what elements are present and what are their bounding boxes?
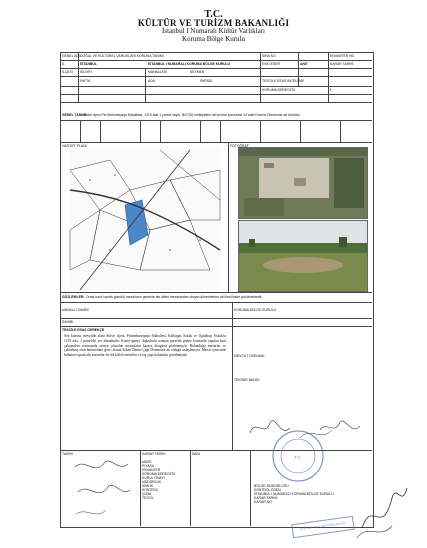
mevcut-label: MEVCUT DURUMU: <box>234 354 266 358</box>
right-row-3: KARAR TARİHİ <box>254 496 278 500</box>
value-koruma-derecesi: I <box>330 88 331 92</box>
label-pafta: PAFTA <box>80 79 91 83</box>
label-sira-no: SIRA NO <box>262 54 276 58</box>
stamp-text: KÜLTÜR VE TURİZM BAKANLIĞI <box>300 520 346 532</box>
row-label-9: TESCİL <box>142 496 154 500</box>
value-board: İSTANBUL I NUMARALI KORUMA BÖLGE KURULU <box>148 62 231 66</box>
photo-label: FOTOĞRAF <box>230 144 249 148</box>
row-label-3: KORUMA DERECESİ <box>142 472 175 476</box>
general-desc-label: GENEL TANIMI: <box>62 113 88 117</box>
form-top-grid <box>60 52 372 110</box>
svg-text:T.C.: T.C. <box>293 455 303 460</box>
value-anit: ANIT <box>300 62 308 66</box>
right-row-1: KONTROL EDEN <box>254 488 281 492</box>
row-label-4: KURUL ONAYI <box>142 476 165 480</box>
vaziyet-label: VAZİYET PLANI <box>62 144 87 148</box>
row-label-2: ENVANTER <box>142 468 161 472</box>
label-ada: ADA <box>148 79 155 83</box>
site-photo <box>238 220 368 292</box>
header-office: İstanbul I Numaralı Kültür Varlıkları <box>162 27 265 35</box>
gozlem-text: Ortak bazlı toprak gömülü mezarların genelde tek kitleli mezarlardan oluşan dönemlerine ait tümülüsler görülmektedir. <box>86 295 263 299</box>
body-text: Söz konusu mevziide alanı Silivri ilçesi, Pirimehmetpaşa Mahallesi, Kalhapaş Sokak ve Ogüzbaşı Sokak'ta 1219 ada, 1 parseldir yer almaktadır. Kuzey-güney doğrultulu uzanan parselin güney kısmında yapılan kazı çalışmaları sonucunda ortaya çıkarılan mezarların kazıya döngüsü gözlenmiştir. Bulunduğu mezarlar ve çıkarılmış olan buluntulara göre, alanın Erken Demir Çağı Dönemine ait olduğu anlaşılmıştır. Mezar içerisinde bulunan toprak altı mezarlar ile tek kitleli mezarlar ve taş yapı kalıntıları görülmüştür. <box>64 334 226 358</box>
aerial-photo <box>238 147 368 219</box>
header-ministry: KÜLTÜR VE TURİZM BAKANLIĞI <box>137 18 290 28</box>
bottom-tarih-label: TARİHİ <box>62 452 73 456</box>
bottom-karar-label: KARAR TARİHİ <box>142 452 166 456</box>
classification-grid <box>60 120 372 142</box>
bottom-signatures <box>70 452 134 522</box>
row-label-0: MÜZE <box>142 460 152 464</box>
row-label-6: KİMLİK <box>142 484 154 488</box>
right-row-4: KARAR NO <box>254 500 272 504</box>
margin-signature <box>352 468 412 542</box>
bottom-imza-label: İMZA <box>192 452 201 456</box>
label-tescile-esas: TESCİLE ESAS İNCELEME <box>262 79 305 83</box>
general-desc-text: Silivri ilçesi Piri Mehmetpaşa Mahallesi, 1219 ada 1 parsel sayılı, BOTAŞ mülkiyetine ait sınırlar içerisinde 14 adet Hüzme Dönemine ait tümülüs <box>84 113 300 117</box>
site-plan-map <box>70 150 220 290</box>
bottom-row-labels <box>142 460 188 500</box>
label-envanter-no: ENVANTER NO <box>330 54 355 58</box>
row-label-8: ÇİZİM <box>142 492 152 496</box>
value-ilce: SİLİVRİ <box>80 70 92 74</box>
label-ilce: İLÇESİ <box>62 70 73 74</box>
label-mahalle: MAHALLESİ <box>148 70 168 74</box>
label-koruma-derecesi: KORUMA DERECESİ <box>262 88 295 92</box>
sahib-label: SAHİBİ <box>62 320 74 324</box>
official-stamp <box>270 428 326 484</box>
value-mahalle: SEYMEN <box>190 70 205 74</box>
value-il: İSTANBUL <box>80 62 97 66</box>
row-label-7: KONTROL <box>142 488 159 492</box>
right-row-2: İSTANBUL I NUMARALI KORUMA BÖLGE KURULU <box>254 492 334 496</box>
right-row-0: BÖLGE MÜDÜRLÜĞÜ <box>254 484 289 488</box>
label-parsel: PARSEL <box>200 79 214 83</box>
label-eski-eser: ESKİ ESER <box>262 62 280 66</box>
kurulu-label: KORUMA BÖLGE KURULU <box>234 308 277 312</box>
header-board: Koruma Bölge Kurulu <box>182 35 245 43</box>
label-genel-adi: GENEL ADI <box>62 54 80 58</box>
row-label-5: MÜDÜRLÜK <box>142 480 162 484</box>
label-tanim: DOĞAL VE KÜLTÜREL VARLIKLARI KORUMA TANIMI <box>80 54 164 58</box>
tekrar-label: TEKRAR BAHSİ: <box>234 378 260 382</box>
mahalli-sahibi-label: MAHALLİ SAHİBİ <box>62 308 89 312</box>
body-heading: TESCİLE ESAS GEREKÇE <box>62 328 105 332</box>
header-tc: T.C. <box>204 9 223 20</box>
label-il: İL <box>62 62 65 66</box>
label-karar-tarihi-top: KARAR TARİHİ <box>330 62 354 66</box>
gozlem-label: GÖZLEMLER: <box>62 295 85 299</box>
row-label-1: PİYASA <box>142 464 154 468</box>
